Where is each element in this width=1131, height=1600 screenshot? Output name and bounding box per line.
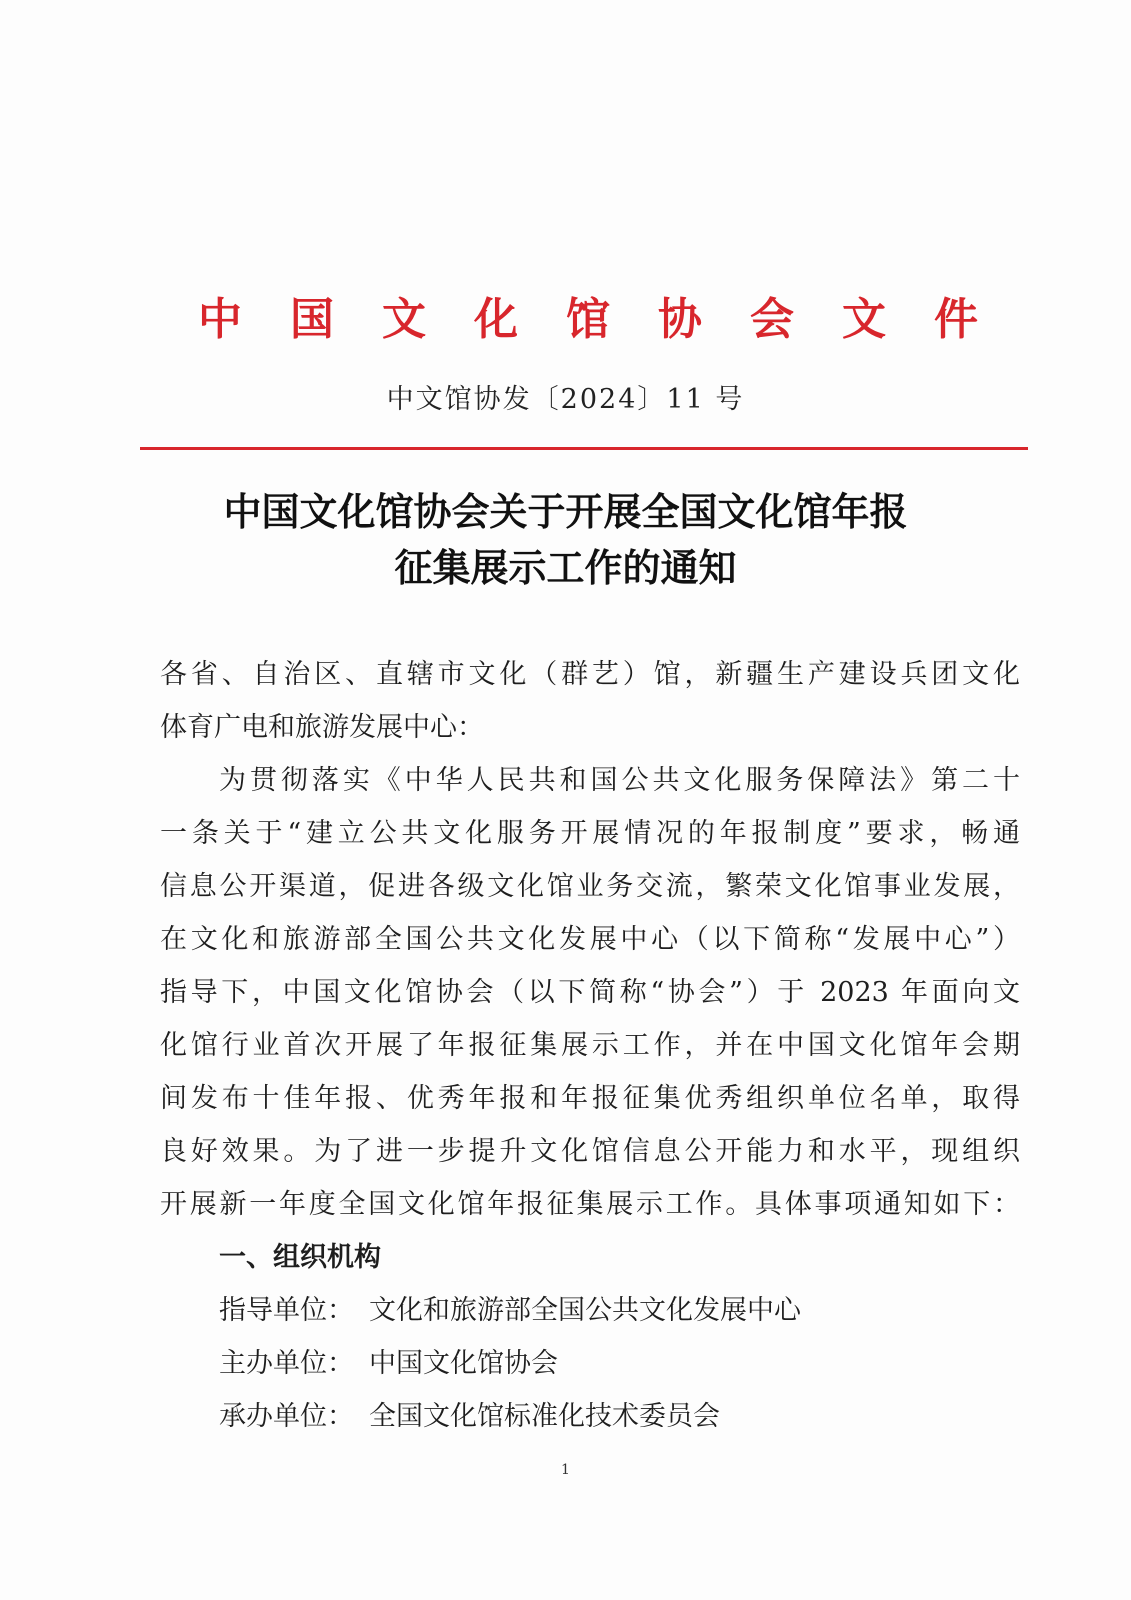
org-item-value: 中国文化馆协会 xyxy=(369,1348,558,1379)
paragraph-line: 信息公开渠道，促进各级文化馆业务交流，繁荣文化馆事业发展， xyxy=(160,871,1020,902)
masthead-char: 文 xyxy=(382,294,426,345)
masthead xyxy=(198,290,978,350)
document-body xyxy=(160,648,1020,1443)
section-heading: 一、组织机构 xyxy=(219,1242,381,1273)
org-item-label: 承办单位： xyxy=(219,1401,354,1432)
paragraph-line: 化馆行业首次开展了年报征集展示工作，并在中国文化馆年会期 xyxy=(160,1030,1020,1061)
masthead-char: 协 xyxy=(658,294,702,345)
masthead-char: 件 xyxy=(934,294,978,345)
org-item-organizer xyxy=(160,1390,1020,1443)
paragraph-line: 一条关于“建立公共文化服务开展情况的年报制度”要求，畅通 xyxy=(160,818,1020,849)
org-item-value: 文化和旅游部全国公共文化发展中心 xyxy=(369,1295,801,1326)
org-item-label: 指导单位： xyxy=(219,1295,354,1326)
paragraph-line: 良好效果。为了进一步提升文化馆信息公开能力和水平，现组织 xyxy=(160,1136,1020,1167)
org-item-guidance xyxy=(160,1284,1020,1337)
paragraph-line: 为贯彻落实《中华人民共和国公共文化服务保障法》第二十 xyxy=(219,765,1020,796)
masthead-char: 国 xyxy=(290,294,334,345)
title-line-2: 征集展示工作的通知 xyxy=(394,546,737,590)
masthead-char: 文 xyxy=(842,294,886,345)
salutation-line-1: 各省、自治区、直辖市文化（群艺）馆，新疆生产建设兵团文化 xyxy=(160,659,1020,690)
masthead-char: 馆 xyxy=(566,294,610,345)
salutation-line-2: 体育广电和旅游发展中心： xyxy=(160,712,484,743)
masthead-char: 化 xyxy=(474,294,518,345)
paragraph-line: 间发布十佳年报、优秀年报和年报征集优秀组织单位名单，取得 xyxy=(160,1083,1020,1114)
org-item-host xyxy=(160,1337,1020,1390)
red-divider-line xyxy=(140,447,1028,450)
document-title xyxy=(0,484,1131,596)
masthead-char: 中 xyxy=(198,294,242,345)
masthead-char: 会 xyxy=(750,294,794,345)
org-item-label: 主办单位： xyxy=(219,1348,354,1379)
page-number: 1 xyxy=(561,1462,570,1478)
paragraph-line: 指导下，中国文化馆协会（以下简称“协会”）于 2023 年面向文 xyxy=(160,977,1020,1008)
title-line-1: 中国文化馆协会关于开展全国文化馆年报 xyxy=(223,490,908,534)
paragraph-line: 开展新一年度全国文化馆年报征集展示工作。具体事项通知如下： xyxy=(160,1189,1020,1220)
org-item-value: 全国文化馆标准化技术委员会 xyxy=(369,1401,720,1432)
document-number: 中文馆协发〔2024〕11 号 xyxy=(386,384,745,415)
paragraph-line: 在文化和旅游部全国公共文化发展中心（以下简称“发展中心”） xyxy=(160,924,1020,955)
